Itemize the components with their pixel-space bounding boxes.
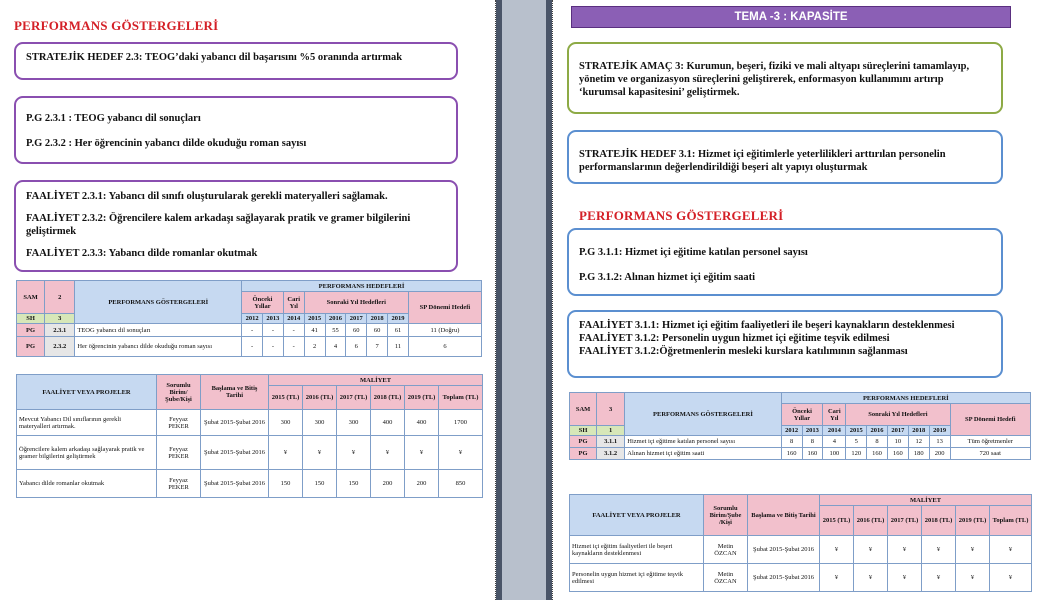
document-page-left: [0, 0, 496, 600]
performance-targets-table: [569, 392, 1031, 460]
cost-cell: ¥: [371, 436, 405, 470]
target-cell: 6: [408, 337, 481, 357]
total-header: Toplam (TL): [990, 506, 1032, 536]
performance-targets-table: [16, 280, 482, 357]
cost-table: [569, 494, 1032, 592]
indicator-name: Hizmet içi eğitime katılan personel sayısı: [625, 436, 781, 448]
project-name: Öğrencilere kalem arkadaşı sağlayarak pratik ve gramer bilgilerini geliştirmek: [17, 436, 157, 470]
project-name: Hizmet içi eğitim faaliyetleri ile beşeri kaynakların desteklenmesi: [570, 536, 704, 564]
activity-item: FAALİYET 3.1.1: Hizmet içi eğitim faaliyetleri ile beşeri kaynakların desteklenmesi: [579, 320, 955, 331]
maliyet-header: MALİYET: [820, 495, 1032, 506]
hedefler-header: PERFORMANS HEDEFLERİ: [781, 393, 1030, 404]
cost-cell: ¥: [269, 436, 303, 470]
value-cell: 13: [929, 436, 950, 448]
cost-total: ¥: [990, 536, 1032, 564]
value-cell: 61: [388, 324, 409, 337]
value-cell: 8: [781, 436, 802, 448]
year-header: 2017 (TL): [337, 386, 371, 410]
responsible-cell: Feyyaz PEKER: [157, 410, 201, 436]
sam-value: 3: [597, 393, 625, 426]
strategic-goal-text: STRATEJİK HEDEF 2.3: TEOG’daki yabancı dil başarısını %5 oranında artırmak: [26, 52, 403, 63]
table-row: [570, 564, 1032, 592]
value-cell: 8: [867, 436, 888, 448]
sam-value: 2: [45, 281, 75, 314]
cost-cell: 300: [269, 410, 303, 436]
value-cell: 160: [781, 448, 802, 460]
responsible-cell: Metin ÖZCAN: [704, 536, 748, 564]
year-header: 2016 (TL): [854, 506, 888, 536]
table-row: [17, 324, 482, 337]
sorumlu-header: Sorumlu Birim/Şube /Kişi: [704, 495, 748, 536]
sh-label: SH: [17, 314, 45, 324]
value-cell: -: [283, 337, 304, 357]
value-cell: 11: [388, 337, 409, 357]
activities-box: [14, 180, 458, 272]
value-cell: 160: [867, 448, 888, 460]
date-cell: Şubat 2015-Şubat 2016: [201, 436, 269, 470]
activity-item: FAALİYET 2.3.3: Yabancı dilde romanlar okutmak: [26, 248, 258, 260]
table-row: [570, 448, 1031, 460]
value-cell: 100: [823, 448, 846, 460]
pg-label: PG: [17, 337, 45, 357]
value-cell: -: [262, 337, 283, 357]
total-header: Toplam (TL): [439, 386, 483, 410]
strategic-goal-box: [14, 42, 458, 80]
strategic-aim-text: STRATEJİK AMAÇ 3: Kurumun, beşeri, fiziki ve mali altyapı süreçlerini tamamlayıp, yönetim ve organizasyon süreçlerini geliştirerek, enformasyon kullanımını artırıp ‘kurumsal kapasitesini’ geliştirmek.: [579, 61, 970, 99]
value-cell: 5: [846, 436, 867, 448]
activity-item: FAALİYET 3.1.2:Öğretmenlerin mesleki kurslara katılımının sağlanması: [579, 346, 908, 358]
target-cell: 11 (Doğru): [408, 324, 481, 337]
cost-cell: ¥: [956, 564, 990, 592]
value-cell: 4: [325, 337, 346, 357]
cost-cell: ¥: [303, 436, 337, 470]
gosterge-header: PERFORMANS GÖSTERGELERİ: [625, 393, 781, 436]
cost-cell: ¥: [922, 536, 956, 564]
year-header: 2015 (TL): [269, 386, 303, 410]
activities-box: [567, 310, 1003, 378]
year-header: 2019: [388, 314, 409, 324]
value-cell: 8: [802, 436, 823, 448]
year-header: 2016 (TL): [303, 386, 337, 410]
date-cell: Şubat 2015-Şubat 2016: [201, 410, 269, 436]
year-header: 2016: [325, 314, 346, 324]
strategic-goal-text: STRATEJİK HEDEF 3.1: Hizmet içi eğitimlerle yeterlilikleri arttırılan personelin performanslarının değerlendirildiği beşeri alt yapıyı oluşturmak: [579, 149, 946, 174]
sp-header: SP Dönemi Hedefi: [950, 404, 1031, 436]
sh-label: SH: [570, 426, 597, 436]
year-header: 2019: [929, 426, 950, 436]
responsible-cell: Feyyaz PEKER: [157, 470, 201, 498]
tema-title-bar: TEMA -3 : KAPASİTE: [571, 6, 1011, 28]
value-cell: 2: [304, 337, 325, 357]
year-header: 2017: [346, 314, 367, 324]
onceki-header: Önceki Yıllar: [242, 292, 284, 314]
page-gutter: [496, 0, 552, 600]
onceki-header: Önceki Yıllar: [781, 404, 823, 426]
sh-value: 3: [45, 314, 75, 324]
strategic-goal-box: [567, 130, 1003, 184]
year-header: 2019 (TL): [405, 386, 439, 410]
value-cell: -: [283, 324, 304, 337]
indicator-name: TEOG yabancı dil sonuçları: [75, 324, 242, 337]
date-cell: Şubat 2015-Şubat 2016: [748, 536, 820, 564]
target-cell: Tüm öğretmenler: [950, 436, 1031, 448]
cost-cell: ¥: [854, 564, 888, 592]
cost-total: ¥: [439, 436, 483, 470]
table-row: [17, 410, 483, 436]
gosterge-header: PERFORMANS GÖSTERGELERİ: [75, 281, 242, 324]
pg-code: 3.1.1: [597, 436, 625, 448]
year-header: 2013: [262, 314, 283, 324]
table-row: [570, 436, 1031, 448]
document-page-right: [552, 0, 1046, 600]
value-cell: -: [242, 337, 263, 357]
sonraki-header: Sonraki Yıl Hedefleri: [846, 404, 950, 426]
activity-item: FAALİYET 2.3.2: Öğrencilere kalem arkadaşı sağlayarak pratik ve gramer bilgilerini geliştirmek: [26, 213, 411, 238]
cost-cell: ¥: [820, 536, 854, 564]
cost-total: 850: [439, 470, 483, 498]
value-cell: 12: [908, 436, 929, 448]
value-cell: -: [262, 324, 283, 337]
year-header: 2017 (TL): [888, 506, 922, 536]
pg-label: PG: [17, 324, 45, 337]
indicator-name: Alınan hizmet içi eğitim saati: [625, 448, 781, 460]
value-cell: 200: [929, 448, 950, 460]
year-header: 2014: [283, 314, 304, 324]
pg-code: 2.3.1: [45, 324, 75, 337]
cost-cell: 150: [303, 470, 337, 498]
indicator-item: P.G 2.3.2 : Her öğrencinin yabancı dilde okuduğu roman sayısı: [26, 138, 307, 150]
year-header: 2018 (TL): [922, 506, 956, 536]
project-name: Yabancı dilde romanlar okutmak: [17, 470, 157, 498]
cari-header: Cari Yıl: [823, 404, 846, 426]
proj-header: FAALİYET VEYA PROJELER: [570, 495, 704, 536]
value-cell: 60: [346, 324, 367, 337]
cost-cell: ¥: [854, 536, 888, 564]
value-cell: 4: [823, 436, 846, 448]
sonraki-header: Sonraki Yıl Hedefleri: [304, 292, 408, 314]
value-cell: 160: [887, 448, 908, 460]
performance-indicators-box: [14, 96, 458, 164]
year-header: 2015: [846, 426, 867, 436]
hedefler-header: PERFORMANS HEDEFLERİ: [242, 281, 482, 292]
value-cell: 60: [367, 324, 388, 337]
maliyet-header: MALİYET: [269, 375, 483, 386]
pg-label: PG: [570, 436, 597, 448]
cari-header: Cari Yıl: [283, 292, 304, 314]
year-header: 2013: [802, 426, 823, 436]
table-row: [17, 337, 482, 357]
responsible-cell: Metin ÖZCAN: [704, 564, 748, 592]
indicator-item: P.G 3.1.2: Alınan hizmet içi eğitim saati: [579, 272, 756, 284]
year-header: 2015 (TL): [820, 506, 854, 536]
indicator-item: P.G 2.3.1 : TEOG yabancı dil sonuçları: [26, 113, 201, 124]
year-header: 2018: [367, 314, 388, 324]
cost-cell: 200: [405, 470, 439, 498]
activity-item: FAALİYET 2.3.1: Yabancı dil sınıfı oluşturularak gerekli materyalleri sağlamak.: [26, 191, 388, 202]
cost-cell: 300: [303, 410, 337, 436]
year-header: 2016: [867, 426, 888, 436]
sorumlu-header: Sorumlu Birim/Şube/Kişi: [157, 375, 201, 410]
project-name: Personelin uygun hizmet içi eğitime teşvik edilmesi: [570, 564, 704, 592]
value-cell: 6: [346, 337, 367, 357]
indicator-item: P.G 3.1.1: Hizmet içi eğitime katılan personel sayısı: [579, 247, 808, 258]
cost-cell: 200: [371, 470, 405, 498]
table-row: [17, 436, 483, 470]
strategic-aim-box: [567, 42, 1003, 114]
date-cell: Şubat 2015-Şubat 2016: [201, 470, 269, 498]
tarih-header: Başlama ve Bitiş Tarihi: [201, 375, 269, 410]
performans-heading: PERFORMANS GÖSTERGELERİ: [579, 208, 784, 223]
cost-cell: ¥: [888, 564, 922, 592]
value-cell: 10: [887, 436, 908, 448]
cost-cell: ¥: [922, 564, 956, 592]
table-row: [570, 536, 1032, 564]
sam-label: SAM: [17, 281, 45, 314]
cost-total: 1700: [439, 410, 483, 436]
proj-header: FAALİYET VEYA PROJELER: [17, 375, 157, 410]
value-cell: 41: [304, 324, 325, 337]
performans-heading: PERFORMANS GÖSTERGELERİ: [14, 18, 219, 33]
year-header: 2012: [242, 314, 263, 324]
target-cell: 720 saat: [950, 448, 1031, 460]
cost-cell: ¥: [956, 536, 990, 564]
sh-value: 1: [597, 426, 625, 436]
cost-cell: 150: [337, 470, 371, 498]
cost-table: [16, 374, 483, 498]
year-header: 2014: [823, 426, 846, 436]
date-cell: Şubat 2015-Şubat 2016: [748, 564, 820, 592]
responsible-cell: Feyyaz PEKER: [157, 436, 201, 470]
project-name: Mevcut Yabancı Dil sınıflarının gerekli materyalleri artırmak.: [17, 410, 157, 436]
year-header: 2018 (TL): [371, 386, 405, 410]
year-header: 2015: [304, 314, 325, 324]
sp-header: SP Dönemi Hedefi: [408, 292, 481, 324]
year-header: 2017: [887, 426, 908, 436]
year-header: 2019 (TL): [956, 506, 990, 536]
cost-cell: 400: [405, 410, 439, 436]
cost-cell: ¥: [820, 564, 854, 592]
value-cell: 180: [908, 448, 929, 460]
pg-code: 3.1.2: [597, 448, 625, 460]
value-cell: 55: [325, 324, 346, 337]
cost-cell: ¥: [405, 436, 439, 470]
tarih-header: Başlama ve Bitiş Tarihi: [748, 495, 820, 536]
pg-code: 2.3.2: [45, 337, 75, 357]
table-row: [17, 470, 483, 498]
cost-total: ¥: [990, 564, 1032, 592]
cost-cell: 150: [269, 470, 303, 498]
cost-cell: ¥: [888, 536, 922, 564]
value-cell: -: [242, 324, 263, 337]
value-cell: 120: [846, 448, 867, 460]
year-header: 2018: [908, 426, 929, 436]
sam-label: SAM: [570, 393, 597, 426]
cost-cell: 300: [337, 410, 371, 436]
cost-cell: 400: [371, 410, 405, 436]
activity-item: FAALİYET 3.1.2: Personelin uygun hizmet içi eğitime teşvik edilmesi: [579, 333, 890, 345]
indicator-name: Her öğrencinin yabancı dilde okuduğu roman sayısı: [75, 337, 242, 357]
year-header: 2012: [781, 426, 802, 436]
performance-indicators-box: [567, 228, 1003, 296]
value-cell: 160: [802, 448, 823, 460]
cost-cell: ¥: [337, 436, 371, 470]
value-cell: 7: [367, 337, 388, 357]
pg-label: PG: [570, 448, 597, 460]
